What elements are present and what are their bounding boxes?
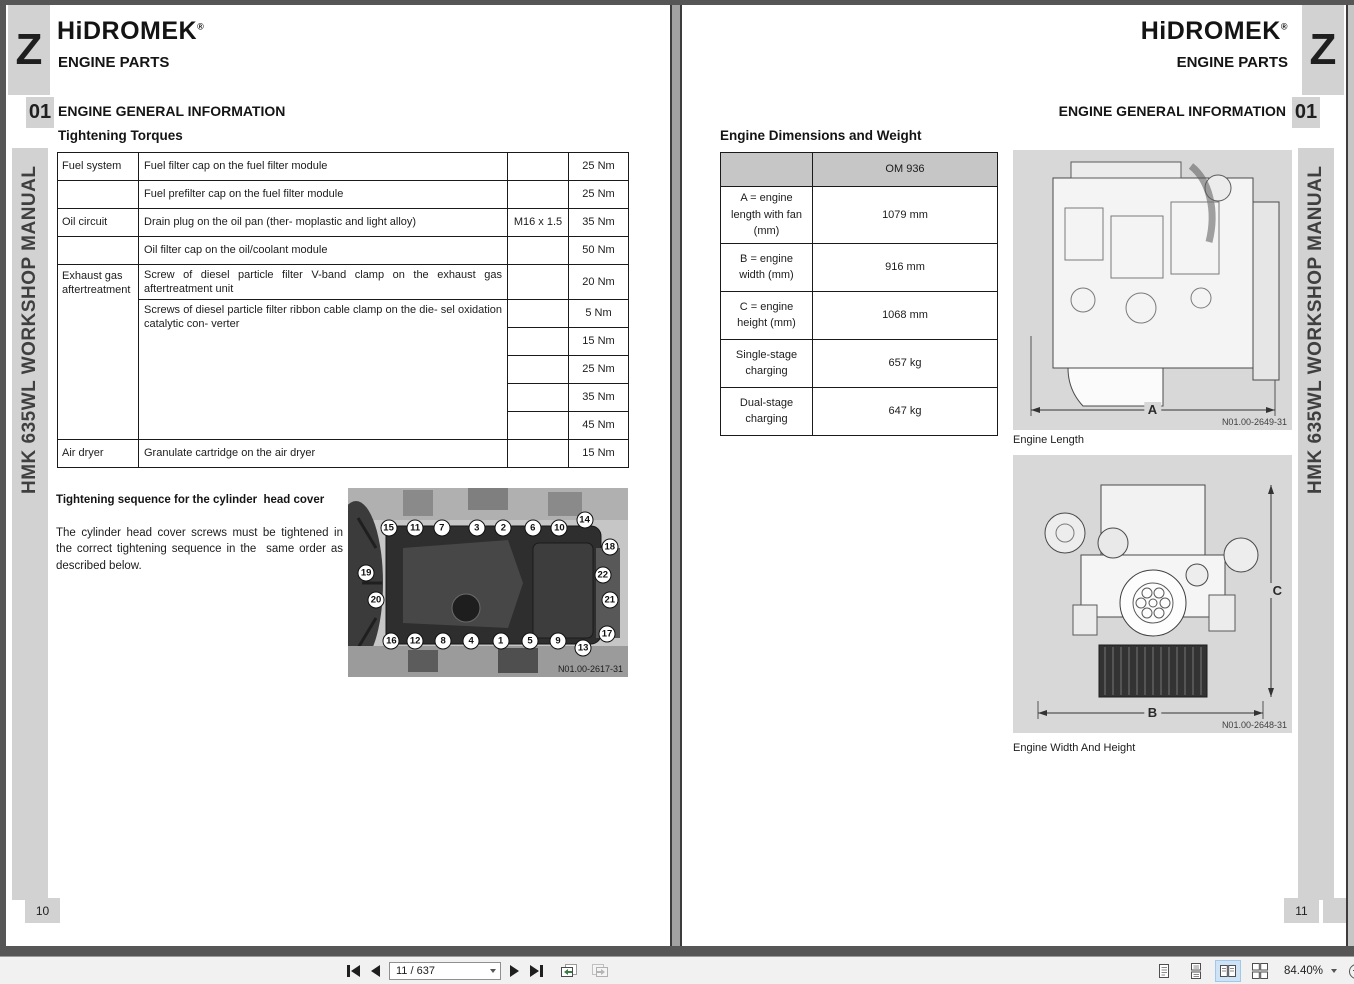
previous-view-icon bbox=[560, 963, 579, 979]
next-page-icon bbox=[510, 965, 519, 977]
sequence-figure-callouts bbox=[348, 488, 628, 677]
next-page-button[interactable] bbox=[508, 961, 521, 981]
cell-description: Screw of diesel particle filter V-band clamp on the exhaust gas aftertreatment unit bbox=[139, 265, 508, 300]
combo-caret-icon bbox=[490, 969, 496, 973]
spine-strip bbox=[12, 148, 48, 900]
cell-torque: 35 Nm bbox=[569, 383, 629, 411]
chapter-tab-letter: Z bbox=[1302, 5, 1344, 95]
cell-thread bbox=[508, 383, 569, 411]
cell-description: Fuel filter cap on the fuel filter module bbox=[139, 153, 508, 181]
callout-8: 8 bbox=[435, 633, 452, 650]
dimension-c-label: C bbox=[1269, 583, 1286, 598]
callout-14: 14 bbox=[576, 512, 593, 529]
sequence-paragraph: The cylinder head cover screws must be tightened in the correct tightening sequence in the same order as described below. bbox=[56, 527, 347, 572]
cell-torque: 5 Nm bbox=[569, 299, 629, 327]
continuous-layout-button[interactable] bbox=[1184, 961, 1208, 981]
cell-category bbox=[58, 181, 139, 209]
brand-logo-text: HiDROMEK bbox=[1140, 17, 1281, 45]
subsection-title: Tightening Torques bbox=[58, 128, 183, 143]
table-header-row bbox=[721, 153, 998, 187]
cell-label: Single-stage charging bbox=[721, 339, 813, 387]
table-row bbox=[721, 291, 998, 339]
brand-logo-text: HiDROMEK bbox=[57, 17, 198, 45]
last-page-icon bbox=[540, 965, 543, 977]
engine-dimensions-table bbox=[720, 152, 998, 436]
cell-description: Oil filter cap on the oil/coolant module bbox=[139, 237, 508, 265]
table-row bbox=[58, 439, 629, 467]
table-row bbox=[721, 339, 998, 387]
next-view-icon bbox=[590, 963, 609, 979]
callout-17: 17 bbox=[599, 625, 616, 642]
cell-torque: 25 Nm bbox=[569, 355, 629, 383]
cell-category: Oil circuit bbox=[58, 209, 139, 237]
dimensions-heading: Engine Dimensions and Weight bbox=[720, 128, 922, 143]
cell-label: A = engine length with fan (mm) bbox=[721, 187, 813, 244]
spine-strip bbox=[1298, 148, 1334, 900]
page-indicator-text: 11 / 637 bbox=[396, 965, 435, 977]
sequence-heading: Tightening sequence for the cylinder head cover bbox=[56, 494, 325, 506]
callout-12: 12 bbox=[407, 633, 424, 650]
page-navigation-group bbox=[345, 957, 611, 984]
figure-reference-label: N01.00-2649-31 bbox=[1221, 417, 1287, 427]
cell-label: Dual-stage charging bbox=[721, 387, 813, 435]
zoom-dropdown-caret-icon[interactable] bbox=[1331, 969, 1337, 973]
zoom-layout-group bbox=[1152, 957, 1354, 984]
cell-description: Drain plug on the oil pan (ther- moplastic and light alloy) bbox=[139, 209, 508, 237]
dimension-b-label: B bbox=[1144, 705, 1161, 720]
cell-thread bbox=[508, 439, 569, 467]
cell-torque: 50 Nm bbox=[569, 237, 629, 265]
cell-description: Screws of diesel particle filter ribbon cable clamp on the die- sel oxidation catalytic con- verter bbox=[139, 299, 508, 439]
callout-4: 4 bbox=[463, 633, 480, 650]
callout-6: 6 bbox=[524, 519, 541, 536]
cylinder-head-cover-figure bbox=[348, 488, 628, 677]
callout-21: 21 bbox=[601, 591, 618, 608]
engine-side-view-illustration bbox=[1013, 150, 1292, 430]
table-row bbox=[58, 265, 629, 300]
callout-11: 11 bbox=[407, 519, 424, 536]
cell-thread bbox=[508, 411, 569, 439]
section-title: ENGINE GENERAL INFORMATION bbox=[1058, 103, 1286, 119]
spine-label: HMK 635WL WORKSHOP MANUAL bbox=[1305, 165, 1326, 495]
cell-thread bbox=[508, 265, 569, 300]
callout-19: 19 bbox=[358, 565, 375, 582]
first-page-button[interactable] bbox=[345, 961, 362, 981]
cell-label: B = engine width (mm) bbox=[721, 243, 813, 291]
callout-10: 10 bbox=[551, 519, 568, 536]
cell-category: Exhaust gas aftertreatment bbox=[58, 265, 139, 440]
dimension-a-label: A bbox=[1144, 402, 1161, 417]
callout-5: 5 bbox=[522, 633, 539, 650]
viewer-statusbar bbox=[0, 956, 1354, 984]
callout-1: 1 bbox=[492, 633, 509, 650]
cell-thread bbox=[508, 153, 569, 181]
page-number: 10 bbox=[25, 898, 60, 923]
brand-logo bbox=[57, 17, 204, 46]
page-title: ENGINE PARTS bbox=[58, 54, 170, 71]
callout-7: 7 bbox=[433, 519, 450, 536]
previous-page-button[interactable] bbox=[369, 961, 382, 981]
cell-value: 657 kg bbox=[813, 339, 998, 387]
table-row bbox=[58, 299, 629, 327]
figure-caption: Engine Width And Height bbox=[1013, 742, 1136, 754]
cell-category bbox=[58, 237, 139, 265]
cell-torque: 45 Nm bbox=[569, 411, 629, 439]
engine-front-view-illustration bbox=[1013, 455, 1292, 733]
document-page-right bbox=[682, 5, 1346, 946]
table-row bbox=[721, 187, 998, 244]
cell-thread: M16 x 1.5 bbox=[508, 209, 569, 237]
callout-2: 2 bbox=[495, 519, 512, 536]
cell-thread bbox=[508, 181, 569, 209]
cell-torque: 15 Nm bbox=[569, 327, 629, 355]
registered-mark: ® bbox=[1280, 21, 1288, 32]
cell-torque: 15 Nm bbox=[569, 439, 629, 467]
table-row bbox=[58, 237, 629, 265]
last-page-button[interactable] bbox=[528, 961, 545, 981]
chapter-tab-letter: Z bbox=[8, 5, 50, 95]
table-row bbox=[721, 243, 998, 291]
cell-value: 916 mm bbox=[813, 243, 998, 291]
document-page-left bbox=[6, 5, 670, 946]
cell-thread bbox=[508, 237, 569, 265]
cell-value: 1068 mm bbox=[813, 291, 998, 339]
callout-20: 20 bbox=[368, 591, 385, 608]
spine-label: HMK 635WL WORKSHOP MANUAL bbox=[19, 165, 40, 495]
cell-empty-header bbox=[721, 153, 813, 187]
zoom-level[interactable]: 84.40% bbox=[1284, 965, 1324, 977]
single-page-layout-button[interactable] bbox=[1152, 961, 1176, 981]
cell-thread bbox=[508, 327, 569, 355]
cell-thread bbox=[508, 355, 569, 383]
cell-torque: 25 Nm bbox=[569, 153, 629, 181]
cell-torque: 20 Nm bbox=[569, 265, 629, 300]
figure-caption: Engine Length bbox=[1013, 434, 1084, 446]
tightening-torques-table bbox=[57, 152, 629, 468]
section-title: ENGINE GENERAL INFORMATION bbox=[58, 103, 286, 119]
page-gap-divider bbox=[670, 5, 682, 946]
table-row bbox=[721, 387, 998, 435]
previous-view-button[interactable] bbox=[558, 961, 581, 981]
next-view-button[interactable] bbox=[588, 961, 611, 981]
chapter-number-badge: 01 bbox=[26, 97, 54, 128]
page-number: 11 bbox=[1284, 898, 1319, 923]
cell-category: Air dryer bbox=[58, 439, 139, 467]
cell-thread bbox=[508, 299, 569, 327]
engine-width-height-figure bbox=[1013, 455, 1292, 733]
callout-9: 9 bbox=[550, 633, 567, 650]
cell-engine-model: OM 936 bbox=[813, 153, 998, 187]
table-row bbox=[58, 209, 629, 237]
cell-label: C = engine height (mm) bbox=[721, 291, 813, 339]
zoom-out-icon[interactable] bbox=[1349, 964, 1354, 979]
two-page-continuous-layout-button[interactable] bbox=[1248, 961, 1272, 981]
callout-18: 18 bbox=[601, 538, 618, 555]
page-number-stub bbox=[1323, 898, 1346, 923]
engine-length-figure bbox=[1013, 150, 1292, 430]
cell-torque: 35 Nm bbox=[569, 209, 629, 237]
callout-15: 15 bbox=[380, 519, 397, 536]
cell-category: Fuel system bbox=[58, 153, 139, 181]
chapter-number-badge: 01 bbox=[1292, 97, 1320, 128]
page-number-combobox[interactable] bbox=[389, 962, 501, 980]
cell-description: Fuel prefilter cap on the fuel filter module bbox=[139, 181, 508, 209]
page-title: ENGINE PARTS bbox=[1176, 54, 1288, 71]
callout-13: 13 bbox=[575, 639, 592, 656]
first-page-icon bbox=[347, 965, 350, 977]
two-page-layout-icon bbox=[1220, 963, 1236, 979]
table-row bbox=[58, 181, 629, 209]
cell-description: Granulate cartridge on the air dryer bbox=[139, 439, 508, 467]
previous-page-icon bbox=[371, 965, 380, 977]
table-row bbox=[58, 153, 629, 181]
brand-logo bbox=[1141, 17, 1288, 46]
callout-3: 3 bbox=[468, 519, 485, 536]
registered-mark: ® bbox=[197, 21, 205, 32]
scrollbar[interactable] bbox=[1346, 5, 1354, 946]
single-page-layout-icon bbox=[1156, 963, 1172, 979]
cell-value: 647 kg bbox=[813, 387, 998, 435]
callout-22: 22 bbox=[594, 566, 611, 583]
callout-16: 16 bbox=[383, 633, 400, 650]
figure-reference-label: N01.00-2648-31 bbox=[1221, 720, 1287, 730]
cell-value: 1079 mm bbox=[813, 187, 998, 244]
cell-torque: 25 Nm bbox=[569, 181, 629, 209]
two-page-layout-button[interactable] bbox=[1216, 961, 1240, 981]
continuous-layout-icon bbox=[1188, 963, 1204, 979]
figure-reference-label: N01.00-2617-31 bbox=[557, 664, 623, 674]
two-page-continuous-layout-icon bbox=[1252, 963, 1268, 979]
